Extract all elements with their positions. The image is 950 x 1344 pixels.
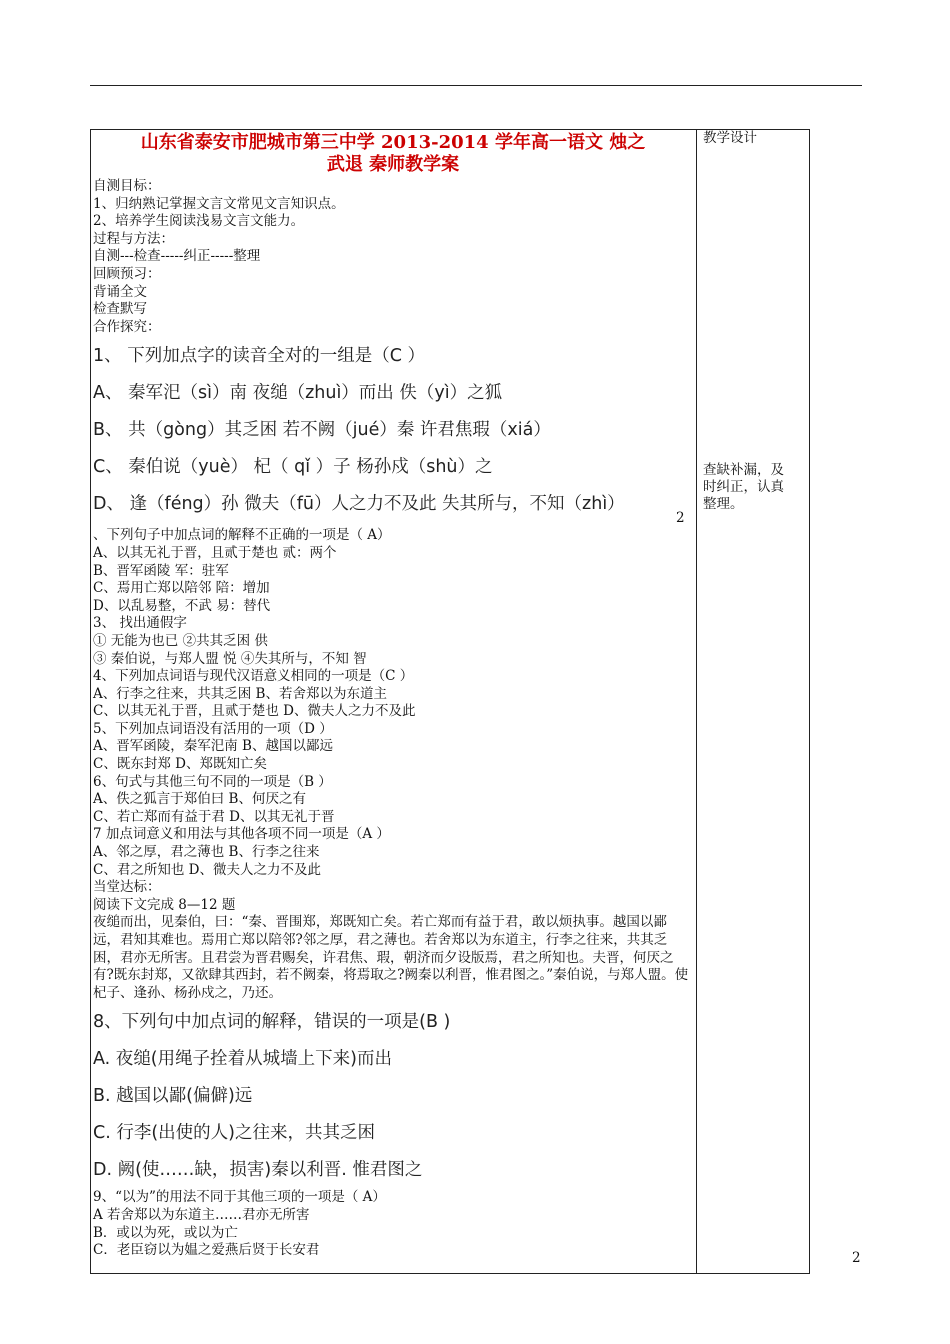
side-note — [703, 462, 803, 513]
question-line: D、 逢（féng）孙 微夫（fū）人之力不及此 失其所与，不知（zhì） — [93, 494, 625, 515]
question-line: B. 越国以鄙(偏僻)远 — [93, 1086, 253, 1107]
text-line: ③ 秦伯说，与郑人盟 悦 ④失其所与，不知 智 — [93, 650, 367, 667]
text-line: 、下列句子中加点词的解释不正确的一项是（ A） — [93, 527, 391, 544]
question-9 — [91, 1189, 695, 1259]
text-line: 当堂达标： — [93, 879, 161, 896]
text-line: 回顾预习： — [93, 265, 161, 282]
text-line: A、邻之厚，君之薄也 B、行李之往来 — [93, 844, 320, 861]
text-line: B、晋军函陵 军：驻军 — [93, 562, 229, 579]
question-1 — [91, 338, 695, 523]
questions-2-7 — [91, 527, 695, 914]
text-line: A、行李之往来，共其乏困 B、若舍郑以为东道主 — [93, 685, 387, 702]
text-line: D、以乱易整，不武 易：替代 — [93, 597, 271, 614]
side-note-line: 查缺补漏，及 — [703, 462, 784, 478]
text-line: C、以其无礼于晋，且贰于楚也 D、微夫人之力不及此 — [93, 703, 416, 720]
main-column — [91, 130, 695, 1260]
side-note-line: 时纠正，认真 — [703, 479, 784, 495]
text-line: A、晋军函陵，秦军汜南 B、越国以鄙远 — [93, 738, 333, 755]
side-header: 教学设计 — [703, 130, 757, 146]
title-line-2: 武退 秦师教学案 — [326, 154, 460, 175]
question-line: A、 秦军汜（sì）南 夜缒（zhuì）而出 佚（yì）之狐 — [93, 383, 503, 404]
question-line: B、 共（gòng）其乏困 若不阙（jué）秦 许君焦瑕（xiá） — [93, 420, 551, 441]
text-line: 6、句式与其他三句不同的一项是（B ） — [93, 773, 332, 790]
text-line: C．老臣窃以为媪之爱燕后贤于长安君 — [93, 1242, 320, 1259]
text-line: 过程与方法： — [93, 230, 174, 247]
top-rule — [90, 85, 862, 86]
page-number: 2 — [852, 1250, 861, 1266]
reading-passage: 夜缒而出，见秦伯，曰：“秦、晋围郑，郑既知亡矣。若亡郑而有益于君，敢以烦执事。越国以鄙远，君知其难也。焉用亡郑以陪邻?邻之厚，君之薄也。若舍郑以为东道主，行李之往来，共其乏困，君亦无所害。且君尝为晋君赐矣，许君焦、瑕，朝济而夕设版焉，君之所知也。夫晋，何厌之有?既东封郑，又欲肆其西封，若不阙秦，将焉取之?阙秦以利晋，惟君图之。”秦伯说，与郑人盟。使杞子、逢孙、杨孙戍之，乃还。 — [93, 914, 689, 1001]
text-line: 1、归纳熟记掌握文言文常见文言知识点。 — [93, 195, 345, 212]
text-line: A、以其无礼于晋，且贰于楚也 贰：两个 — [93, 544, 337, 561]
question-line: A. 夜缒(用绳子拴着从城墙上下来)而出 — [93, 1049, 392, 1070]
text-line: ① 无能为也已 ②共其乏困 供 — [93, 632, 268, 649]
question-line: 8、下列句中加点词的解释，错误的一项是(B ) — [93, 1012, 451, 1033]
text-line: 5、下列加点词语没有活用的一项（D ） — [93, 720, 333, 737]
text-line: C、既东封郑 D、郑既知亡矣 — [93, 756, 267, 773]
text-line: 检查默写 — [93, 301, 147, 318]
question-line: C、 秦伯说（yuè） 杞（ qǐ ）子 杨孙戍（shù）之 — [93, 457, 493, 478]
question-line: 1、 下列加点字的读音全对的一组是（C ） — [93, 346, 425, 367]
text-line: C、若亡郑而有益于君 D、以其无礼于晋 — [93, 808, 335, 825]
text-line: 4、下列加点词语与现代汉语意义相同的一项是（C ） — [93, 668, 414, 685]
question-number-2: 2 — [676, 510, 685, 526]
text-line: 背诵全文 — [93, 283, 147, 300]
text-line: 自测目标： — [93, 178, 161, 194]
text-line: 9、“以为”的用法不同于其他三项的一项是（ A） — [93, 1189, 386, 1206]
column-divider — [696, 130, 697, 1273]
question-8 — [91, 1004, 695, 1189]
text-line: 7 加点词意义和用法与其他各项不同一项是（A ） — [93, 826, 390, 843]
text-line: 阅读下文完成 8—12 题 — [93, 896, 236, 913]
text-line: A 若舍郑以为东道主……君亦无所害 — [93, 1206, 310, 1223]
lesson-table — [90, 129, 810, 1274]
question-line: D. 阙(使……缺，损害)秦以利晋. 惟君图之 — [93, 1160, 423, 1181]
text-line: B．或以为死，或以为亡 — [93, 1224, 238, 1241]
title-line-1: 山东省泰安市肥城市第三中学 2013-2014 学年高一语文 烛之 — [140, 132, 646, 153]
text-line: C、君之所知也 D、微夫人之力不及此 — [93, 861, 321, 878]
side-note-line: 整理。 — [703, 496, 744, 512]
document-title — [91, 132, 695, 176]
text-line: A、佚之狐言于郑伯曰 B、何厌之有 — [93, 791, 306, 808]
intro-section — [91, 178, 695, 336]
text-line: 合作探究： — [93, 318, 161, 335]
text-line: 2、培养学生阅读浅易文言文能力。 — [93, 213, 305, 230]
question-line: C. 行李(出使的人)之往来，共其乏困 — [93, 1123, 375, 1144]
text-line: 3、 找出通假字 — [93, 615, 187, 632]
text-line: C、焉用亡郑以陪邻 陪：增加 — [93, 580, 270, 597]
text-line: 自测---检查-----纠正-----整理 — [93, 248, 261, 265]
